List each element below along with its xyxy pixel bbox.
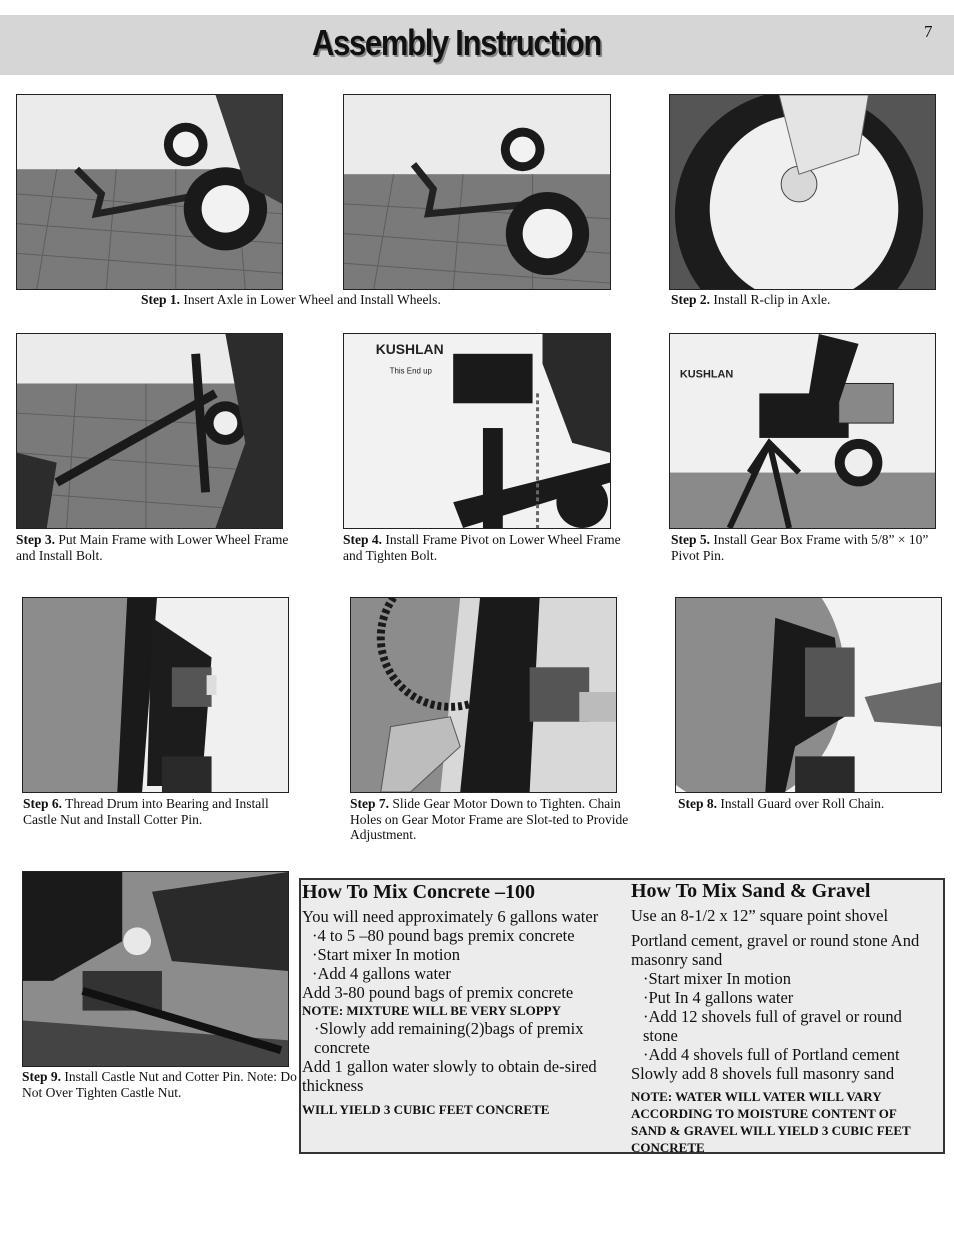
sand-title: How To Mix Sand & Gravel: [631, 880, 871, 902]
concrete-line: ·Start mixer In motion: [312, 945, 461, 964]
caption-step-3: Step 3. Put Main Frame with Lower Wheel Frame and Install Bolt.: [16, 532, 289, 563]
concrete-title: How To Mix Concrete –100: [302, 881, 535, 903]
concrete-note: NOTE: MIXTURE WILL BE VERY SLOPPY: [302, 1003, 561, 1018]
concrete-line: ·Slowly add remaining(2)bags of premix concrete: [314, 1019, 584, 1057]
photo-step-1b: [343, 94, 611, 290]
sand-line: ·Add 4 shovels full of Portland cement: [643, 1045, 900, 1064]
caption-step-4: Step 4. Install Frame Pivot on Lower Wheel Frame and Tighten Bolt.: [343, 532, 621, 563]
brand-label: KUSHLAN: [375, 340, 444, 357]
photo-step-8: [675, 597, 942, 793]
sand-line: Use an 8-1/2 x 12” square point shovel: [631, 906, 889, 925]
concrete-line: ·Add 4 gallons water: [312, 964, 451, 983]
photo-step-5: [669, 333, 936, 529]
sand-line: Portland cement, gravel or round stone And masonry sand: [631, 931, 920, 969]
photo-step-1: [16, 94, 283, 290]
concrete-line: Add 3-80 pound bags of premix concrete: [302, 983, 574, 1002]
page-title: Assembly Instruction: [312, 22, 602, 63]
page-number: 7: [924, 22, 933, 41]
end-up-label: This End up: [389, 366, 432, 376]
caption-step-5: Step 5. Install Gear Box Frame with 5/8” × 10” Pivot Pin.: [671, 532, 929, 563]
caption-step-7: Step 7. Slide Gear Motor Down to Tighten. Chain Holes on Gear Motor Frame are Slot-ted to Provide Adjustment.: [350, 796, 629, 842]
caption-step-2: Step 2. Install R-clip in Axle.: [671, 292, 831, 307]
photo-step-3: [16, 333, 283, 529]
brand-label-2: KUSHLAN: [679, 368, 734, 381]
caption-step-6: Step 6. Thread Drum into Bearing and Install Castle Nut and Install Cotter Pin.: [23, 796, 269, 827]
sand-line: Slowly add 8 shovels full masonry sand: [631, 1064, 895, 1083]
caption-step-9: Step 9. Install Castle Nut and Cotter Pin. Note: Do Not Over Tighten Castle Nut.: [22, 1069, 297, 1100]
concrete-line: You will need approximately 6 gallons water: [302, 907, 599, 926]
sand-line: ·Start mixer In motion: [643, 969, 792, 988]
photo-step-4: [343, 333, 611, 529]
sand-line: ·Put In 4 gallons water: [643, 988, 794, 1007]
concrete-column: [302, 880, 622, 1118]
concrete-yield: WILL YIELD 3 CUBIC FEET CONCRETE: [302, 1102, 550, 1117]
sand-note: NOTE: WATER WILL VATER WILL VARY ACCORDING TO MOISTURE CONTENT OF SAND & GRAVEL WILL YIELD 3 CUBIC FEET CONCRETE: [631, 1089, 911, 1155]
mixing-instructions-box: [299, 878, 945, 1154]
sand-line: ·Add 12 shovels full of gravel or round stone: [643, 1007, 902, 1045]
caption-step-1: Step 1. Insert Axle in Lower Wheel and Install Wheels.: [141, 292, 441, 307]
photo-step-2: [669, 94, 936, 290]
concrete-line: Add 1 gallon water slowly to obtain de-sired thickness: [302, 1057, 597, 1095]
sand-column: [631, 879, 931, 1156]
caption-step-8: Step 8. Install Guard over Roll Chain.: [678, 796, 885, 811]
concrete-line: ·4 to 5 –80 pound bags premix concrete: [312, 926, 575, 945]
photo-step-9: [22, 871, 289, 1067]
photo-step-7: [350, 597, 617, 793]
photo-step-6: [22, 597, 289, 793]
